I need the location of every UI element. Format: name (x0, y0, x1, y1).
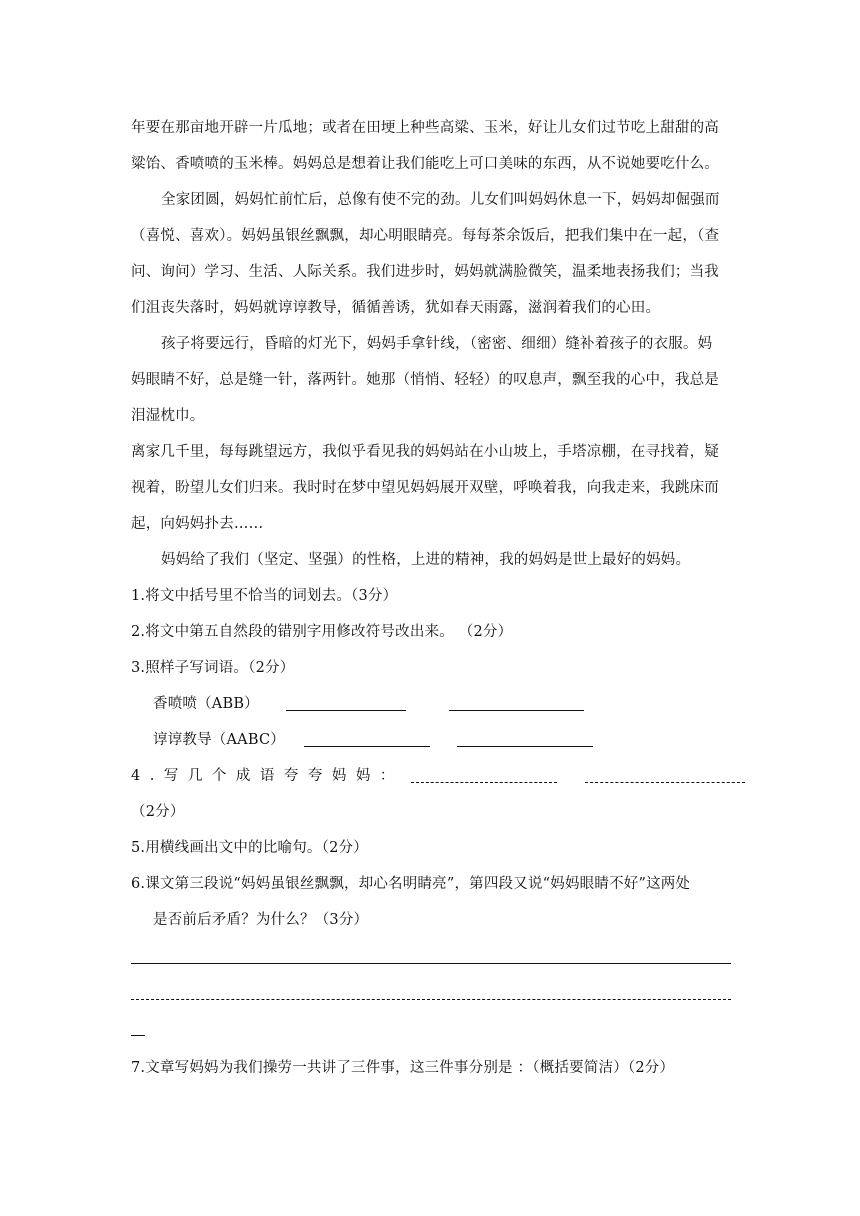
q3-example-2-label: 谆谆教导（AABC） (153, 732, 285, 748)
para5-line-1: 离家几千里，每每跳望远方，我似乎看见我的妈妈站在小山坡上，手塔凉棚，在寻找着，疑 (131, 444, 719, 460)
question-4-text: 4.写几个成语夸夸妈妈： (131, 768, 404, 784)
q6-answer-line-2[interactable] (131, 999, 731, 1000)
question-2: 2.将文中第五自然段的错别字用修改符号改出来。 （2分） (131, 624, 513, 640)
question-6-line-2: 是否前后矛盾？为什么？（3分） (153, 912, 369, 928)
q3-example-1-label: 香喷喷（ABB） (153, 696, 259, 712)
question-6-line-1: 6.课文第三段说“妈妈虽银丝飘飘，却心名明睛亮”，第四段又说“妈妈眼睛不好”这两处 (131, 876, 691, 892)
para5-line-2: 视着，盼望儿女们归来。我时时在梦中望见妈妈展开双壁，呼唤着我，向我走来，我跳床而 (131, 480, 719, 496)
para6-line-1: 妈妈给了我们（坚定、坚强）的性格，上进的精神，我的妈妈是世上最好的妈妈。 (161, 552, 691, 568)
q3-example-2 (153, 730, 753, 750)
question-4-score: （2分） (131, 804, 185, 820)
para3-line-4: 们沮丧失落时，妈妈就谆谆教导，循循善诱，犹如春天雨露，滋润着我们的心田。 (131, 300, 661, 316)
para2-line-2: 年要在那亩地开辟一片瓜地；或者在田埂上种些高粱、玉米，好让儿女们过节吃上甜甜的高 (131, 120, 719, 136)
q6-answer-line-1[interactable] (131, 963, 731, 964)
question-5: 5.用横线画出文中的比喻句。（2分） (131, 840, 368, 856)
q3-example-1 (153, 694, 753, 714)
para5-line-3: 起，向妈妈扑去…… (131, 516, 264, 532)
question-1: 1.将文中括号里不恰当的词划去。（3分） (131, 588, 398, 604)
q3-answer-blank-1[interactable] (286, 696, 406, 711)
q3-answer-blank-3[interactable] (304, 732, 430, 747)
para3-line-2: （喜悦、喜欢）。妈妈虽银丝飘飘，却心明眼睛亮。每每茶余饭后，把我们集中在一起，（查 (131, 228, 720, 244)
para4-line-2: 妈眼睛不好，总是缝一针，落两针。她那（悄悄、轻轻）的叹息声，飘至我的心中，我总是 (131, 372, 719, 388)
q6-answer-line-3[interactable] (131, 1035, 145, 1036)
question-4 (131, 766, 731, 786)
question-3: 3.照样子写词语。（2分） (131, 660, 295, 676)
q4-answer-blank-1[interactable] (411, 768, 557, 783)
q3-answer-blank-2[interactable] (449, 696, 584, 711)
para2-line-3: 粱饴、香喷喷的玉米棒。妈妈总是想着让我们能吃上可口美味的东西，从不说她要吃什么。 (131, 156, 719, 172)
q3-answer-blank-4[interactable] (457, 732, 593, 747)
para4-line-3: 泪湿枕巾。 (131, 408, 205, 424)
question-7: 7.文章写妈妈为我们操劳一共讲了三件事，这三件事分别是 ：（概括要简洁）（2分） (131, 1060, 675, 1076)
q4-answer-blank-2[interactable] (585, 768, 745, 783)
para3-line-3: 问、询问）学习、生活、人际关系。我们进步时，妈妈就满脸微笑，温柔地表扬我们；当我 (131, 264, 719, 280)
para4-line-1: 孩子将要远行，昏暗的灯光下，妈妈手拿针线，（密密、细细）缝补着孩子的衣服。妈 (161, 336, 713, 352)
para3-line-1: 全家团圆，妈妈忙前忙后，总像有使不完的劲。儿女们叫妈妈休息一下，妈妈却倔强而 (161, 192, 720, 208)
